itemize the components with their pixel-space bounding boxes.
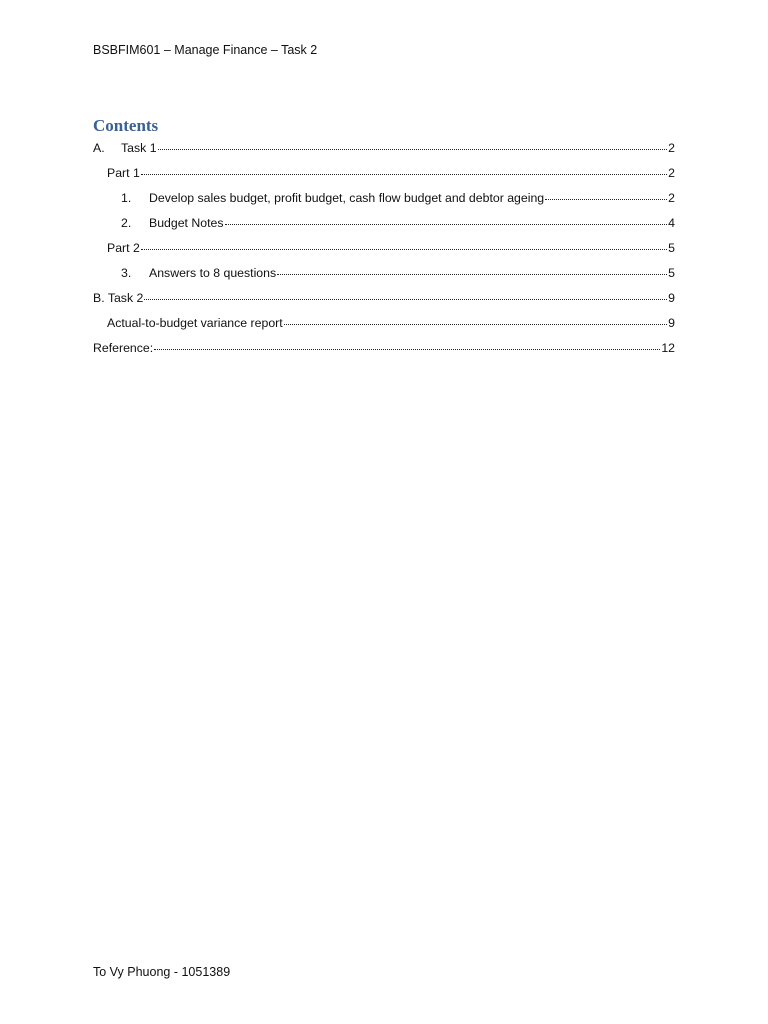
toc-entry-page: 9	[668, 291, 675, 305]
toc-entry-page: 9	[668, 316, 675, 330]
toc-title: Contents	[93, 116, 159, 135]
toc-entry-label: Budget Notes	[149, 216, 224, 230]
toc-leader-dots	[144, 299, 667, 300]
toc-leader-dots	[141, 249, 667, 250]
toc-leader-dots	[225, 224, 668, 225]
toc-leader-dots	[284, 324, 667, 325]
toc-entry-label: Task 1	[121, 141, 157, 155]
toc-entry-develop-budgets[interactable]	[121, 190, 675, 206]
page-footer: To Vy Phuong - 1051389	[93, 965, 231, 979]
toc-entry-task-2[interactable]	[93, 290, 675, 306]
toc-entry-number: 1.	[121, 191, 132, 205]
toc-entry-label: Reference:	[93, 341, 154, 355]
page-header: BSBFIM601 – Manage Finance – Task 2	[93, 43, 318, 57]
toc-entry-label: B. Task 2	[93, 291, 144, 305]
toc-leader-dots	[141, 174, 667, 175]
toc-entry-number: A.	[93, 141, 105, 155]
toc-entry-reference[interactable]	[93, 340, 675, 356]
toc-entry-page: 2	[668, 191, 675, 205]
toc-leader-dots	[154, 349, 660, 350]
toc-entry-label: Answers to 8 questions	[149, 266, 277, 280]
toc-entry-page: 12	[661, 341, 675, 355]
toc-entry-page: 2	[668, 141, 675, 155]
toc-entry-part-1[interactable]	[107, 165, 675, 181]
toc-entry-label: Develop sales budget, profit budget, cash flow budget and debtor ageing	[149, 191, 545, 205]
toc-entry-budget-notes[interactable]	[121, 215, 675, 231]
toc-entry-page: 5	[668, 266, 675, 280]
toc-entry-label: Actual-to-budget variance report	[107, 316, 283, 330]
toc-entry-answers[interactable]	[121, 265, 675, 281]
toc-leader-dots	[158, 149, 668, 150]
toc-leader-dots	[277, 274, 667, 275]
toc-entry-number: 3.	[121, 266, 132, 280]
toc-entry-page: 4	[668, 216, 675, 230]
toc-entry-label: Part 2	[107, 241, 140, 255]
toc-entry-variance-report[interactable]	[107, 315, 675, 331]
toc-entry-task-1[interactable]	[93, 140, 675, 156]
toc-entry-page: 2	[668, 166, 675, 180]
toc-entry-part-2[interactable]	[107, 240, 675, 256]
toc-entry-page: 5	[668, 241, 675, 255]
toc-leader-dots	[545, 199, 667, 200]
toc-entry-label: Part 1	[107, 166, 140, 180]
toc-entry-number: 2.	[121, 216, 132, 230]
